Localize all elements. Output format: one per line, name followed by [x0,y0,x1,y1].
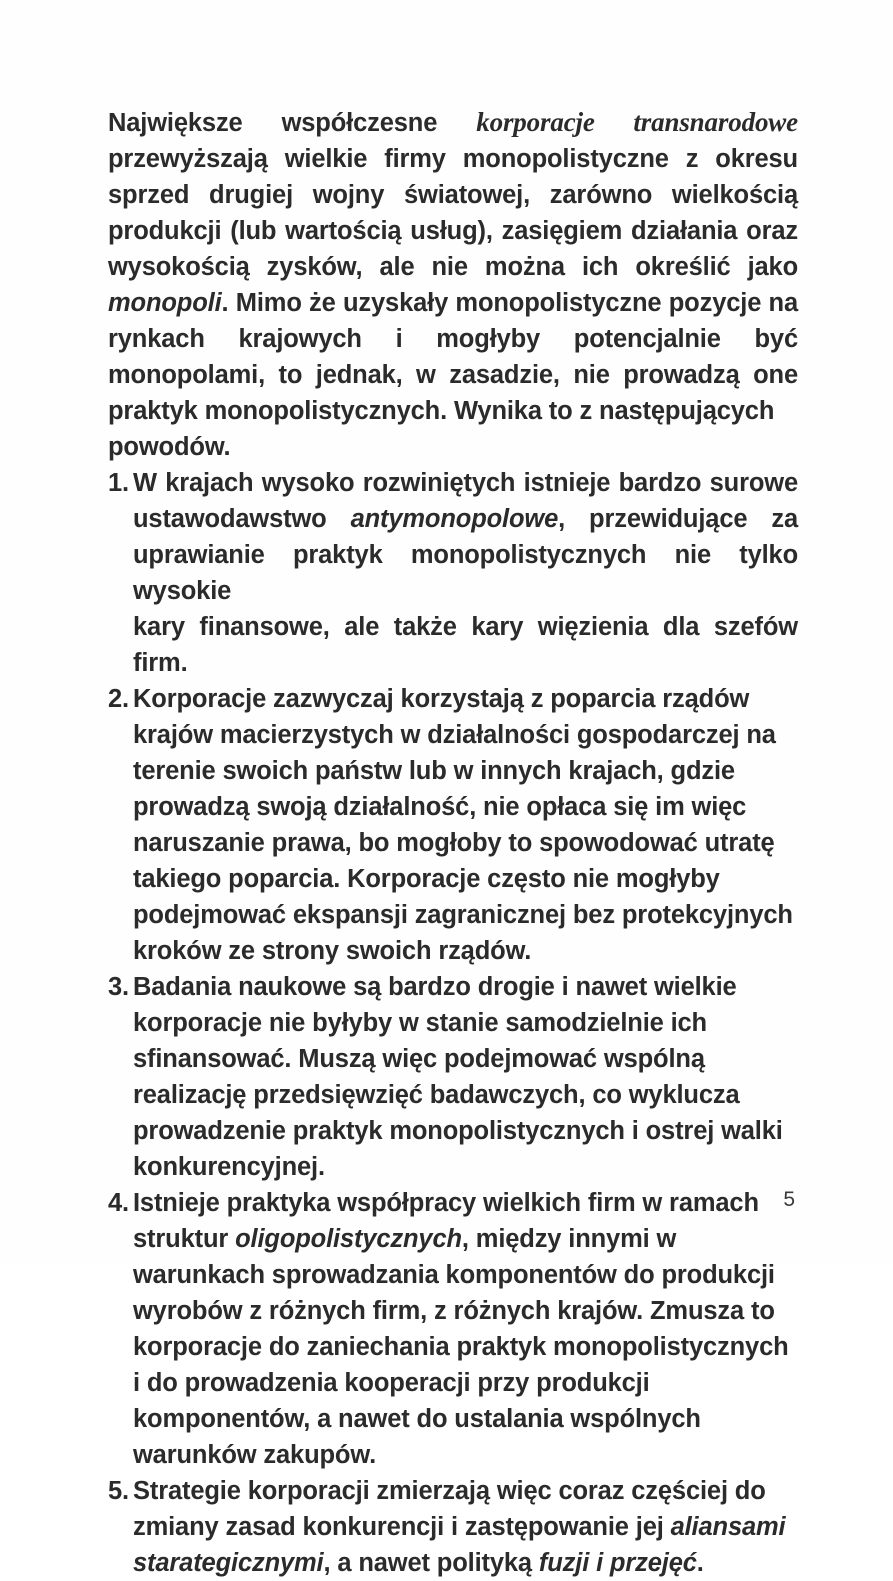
list-item-1-number: 1. [108,469,129,497]
list-item-4-text [133,1185,798,1473]
list-item-5-text [133,1473,798,1581]
list-item-4-emphasis-oligopolistycznych: oligopolistycznych [235,1225,462,1253]
intro-emphasis-monopoli: monopoli [108,289,222,317]
list-item-5-emphasis-fuzji-i-przejec: fuzji i przejęć [538,1549,697,1577]
page-number: 5 [783,1188,795,1211]
list-item-4-number: 4. [108,1189,129,1217]
list-item-1-text [133,465,798,609]
list-item-5 [108,1473,798,1581]
intro-text-run-6: powodów. [108,433,231,461]
list-item-5-number: 5. [108,1477,129,1505]
list-item-1-tail: kary finansowe, ale także kary więzienia dla szefów firm. [133,613,798,677]
list-item-5-run-5: . [696,1549,704,1577]
reasons-list [108,465,798,1581]
list-item-1-emphasis-antymonopolowe: antymonopolowe [350,505,559,533]
list-item-2 [108,681,798,969]
list-item-3-number: 3. [108,973,129,1001]
list-item-3 [108,969,798,1185]
list-item-1-run-1: W krajach wysoko rozwiniętych istnieje bardzo surowe ustawodawstwo [133,469,798,533]
intro-text-run-3: przewyższają wielkie firmy monopolistyczne z okresu sprzed drugiej wojny światowej, zarówno wielkością produkcji (lub wartością usług), zasięgiem działania oraz wysokością zysków, ale nie można ich określić jako [108,145,798,281]
intro-paragraph [108,104,798,429]
intro-text-run-5: . Mimo że uzyskały monopolistyczne pozycje na rynkach krajowych i mogłyby potencjalnie być monopolami, to jednak, w zasadzie, nie prowadzą one praktyk monopolistycznych. Wynika to z następujących [108,289,798,425]
list-item-4 [108,1185,798,1473]
page-content [108,104,798,1581]
list-item-5-emphasis-aliansami-starategicznymi: aliansami starategicznymi [133,1513,786,1577]
list-item-2-text: Korporacje zazwyczaj korzystają z poparcia rządów krajów macierzystych w działalności gospodarczej na terenie swoich państw lub w innych krajach, gdzie prowadzą swoją działalność, nie opłaca się im więc naruszanie prawa, bo mogłoby to spowodować utratę takiego poparcia. Korporacje często nie mogłyby podejmować ekspansji zagranicznej bez protekcyjnych kroków ze strony swoich rządów. [133,685,793,965]
list-item-4-run-1: Istnieje praktyka współpracy wielkich firm w ramach struktur [133,1189,759,1253]
list-item-4-run-3: , między innymi w warunkach sprowadzania komponentów do produkcji wyrobów z różnych firm, z różnych krajów. Zmusza to korporacje do zaniechania praktyk monopolistycznych i do prowadzenia kooperacji przy produkcji komponentów, a nawet do ustalania wspólnych warunków zakupów. [133,1225,789,1469]
intro-text-run-1: Największe współczesne [108,109,477,137]
list-item-1 [108,465,798,681]
list-item-5-run-3: , a nawet polityką [323,1549,539,1577]
intro-paragraph-last-line [108,429,798,465]
intro-emphasis-korporacje-transnarodowe: korporacje transnarodowe [476,107,799,137]
list-item-5-run-1: Strategie korporacji zmierzają więc coraz częściej do zmiany zasad konkurencji i zastępowanie jej [133,1477,766,1541]
list-item-3-text: Badania naukowe są bardzo drogie i nawet wielkie korporacje nie byłyby w stanie samodzielnie ich sfinansować. Muszą więc podejmować wspólną realizację przedsięwzięć badawczych, co wyklucza prowadzenie praktyk monopolistycznych i ostrej walki konkurencyjnej. [133,973,783,1181]
list-item-2-number: 2. [108,685,129,713]
list-item-1-run-3: , przewidujące za uprawianie praktyk monopolistycznych nie tylko wysokie [133,505,798,605]
